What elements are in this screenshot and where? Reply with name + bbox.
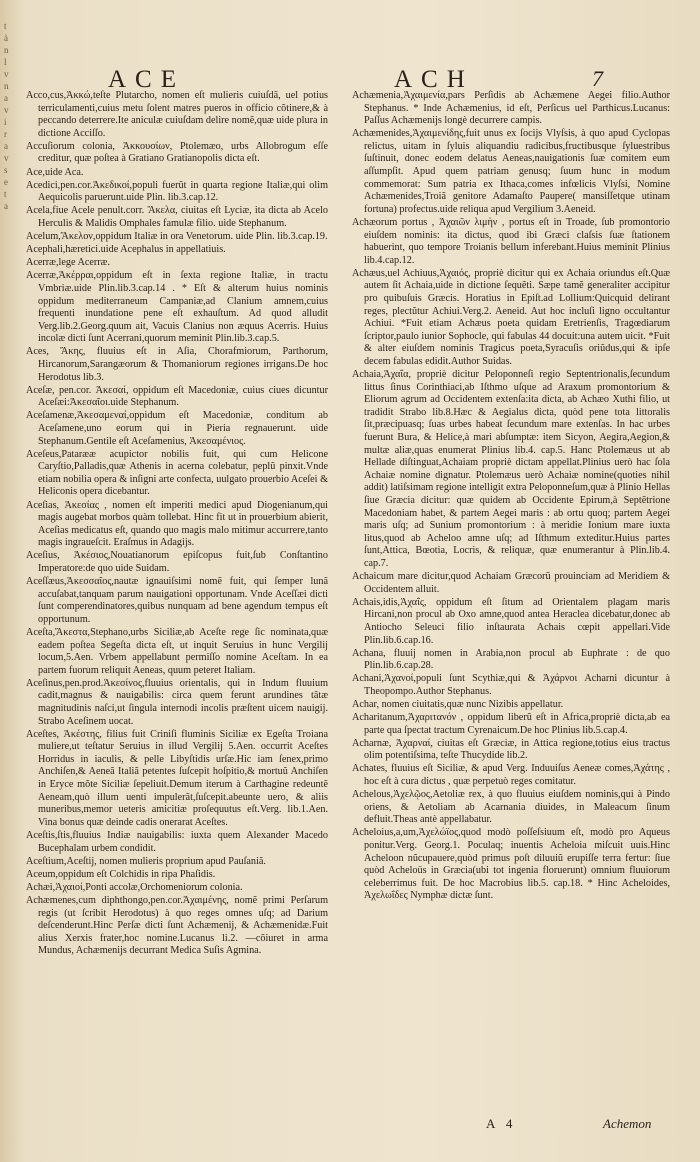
header-right: ACH (394, 66, 474, 93)
dictionary-entry: Achæus,uel Achiuus,Ἀχαιός, propriè dicitur qui ex Achaia oriundus eſt.Quæ autem ſit Achaia,uide in dictione ſequẽti. Sæpe tamẽ generaliter accipitur pro quibuſuis Græcis. Horatius in Epiſt.ad Lollium:Quicquid delirant reges, plectũtur Achiui.Verg.2. Aeneid. Aut hoc incluſi ligno occultantur Achiui. *Fuit etiam Achæus poeta quidam Eretrienſis, Tragœdiarum ſcriptor,paulo iunior Sophocle, qui fabulas 44 docuit:una autem uicit. *Fuit & alter eiuſdem nominis Tragicus poeta,Syracuſis oriũdus,qui & ipſe decem fabulas edidit.Author Suidas. (352, 267, 670, 367)
gutter-letter: a (4, 93, 8, 103)
dictionary-entry: Achæorum portus , Ἀχαιῶν λιμὴν , portus eſt in Troade, ſub promontorio eiuſdem nominis: ita dictus, quod ibi Græci claſsis ſuæ ſtationem habuerint, quo tempore Troianis bellum inferebant.Huius meminit Plinius lib.4.cap.12. (352, 216, 670, 266)
gutter-letter: l (4, 57, 7, 67)
dictionary-entry: Acharnæ, Ἀχαρναί, ciuitas eſt Græciæ, in Attica regione,totius eius tractus olim potentiſsima, teſte Thucydide lib.2. (352, 737, 670, 762)
dictionary-entry: Achar, nomen ciuitatis,quæ nunc Nizibis appellatur. (352, 699, 564, 710)
catchword: Achemon (603, 1116, 652, 1131)
gutter-letter: s (4, 165, 8, 175)
dictionary-entry: Achæmenes,cum diphthongo,pen.cor.Ἀχαιμένης, nomẽ primi Perſarum regis (ut ſcribit Herodotus) à quo reges omnes uſq; ad Darium deſcenderunt.Hinc Perſæ dicti ſunt Achæmenij, & Achæmenidæ.Fuit alius Xerxis frater,hoc nomine.Lucanus li.2. —cõiuret in arma Mundus, Achæmenijs decurrant Medica Suſis Agmina. (26, 894, 328, 957)
gutter-letter: i (4, 117, 7, 127)
gutter-letter: n (4, 45, 9, 55)
dictionary-entry: Aceſtis,ſtis,fluuius Indiæ nauigabilis: iuxta quem Alexander Macedo Bucephalam urbem condidit. (26, 829, 328, 854)
dictionary-entry: Achæi,Ἀχαιοί,Ponti accolæ,Orchomeniorum colonia. (26, 881, 243, 893)
dictionary-entry: Achelous,Ἀχελῷος,Aetoliæ rex, à quo fluuius eiuſdem nominis,qui à Pindo oriens, & Aetoliam ab Acarnania diuides, in Maleacum ſinum defluit.Theas antè appellabatur. (352, 789, 670, 826)
dictionary-entry: Acharitanum,Ἀχαριτανόν , oppidum liberũ eſt in Africa,propriè dicta,ab ea parte qua ſpectat tractum Cyrenaicum.De hoc Plinius lib.5.cap.4. (352, 712, 670, 736)
dictionary-entry: Aceſtium,Aceſtij, nomen mulieris proprium apud Pauſaniã. (26, 855, 266, 867)
dictionary-entry: Aceſamenæ,Ἀκεσαμεναί,oppidum eſt Macedoniæ, conditum ab Aceſamene,uno eorum qui in Pieria regnauerunt. uide Stephanum.Gentile eſt Aceſamenius, Ἀκεσαμένιος. (26, 410, 328, 447)
dictionary-entry: Acerræ,lege Acerræ. (26, 257, 111, 269)
dictionary-entry: Acheloius,a,um,Ἀχελώϊος,quod modò poſſeſsiuum eſt, modò pro Aqueus ponitur.Verg. Georg.1. Poculaq; inuentis Acheloia miſcuit uuis.Hinc Acheloon nũcupauere,quòd primus poſt diluuiũ erupiſſe terra fertur: ſiue quòd Acheloüs in Græcia(ubi tot ingenia floruerunt) omnium fluuiorum celeberrimus fuit. De hoc Macrobius lib.5. cap.18. * Hinc Acheloides, Ἀχελωΐδες Nymphæ dictæ ſunt. (352, 827, 670, 902)
dictionary-entry: Aceum,oppidum eſt Colchidis in ripa Phaſidis. (26, 868, 216, 880)
dictionary-entry: Acerræ,Ἀκέρραι,oppidum eſt in ſexta regione Italiæ, in tractu Vmbriæ.uide Plin.lib.3.cap.14 . * Eſt & alterum huius nominis oppidum mediterraneum Campaniæ,ad Clanium amnem,cuius frequenti inundatione pene eſt exhauſtum. Ad quod alludit Verg.lib.2.Georg.quum ait, Vacuis Clanius non æquus Acerris. Huius incolæ dicti ſunt Acerrani,quorum meminit Plin.lib.3.cap.5. (26, 270, 328, 345)
right-column (352, 90, 670, 1100)
dictionary-entry: Aceſtes, Ἀκέστης, filius fuit Criniſi fluminis Siciliæ ex Egeſta Troiana muliere,ut teſtatur Seruius in illud Vergilij 5.Aen. occurrit Aceſtes Horridus in iaculis, & pelle Libyſtidis urſæ.Hic iam ſenex,primo Anchiſen,& Aeneã Italiã petentes ſuſcepit hoſpitio,& mortuũ Anchiſen in Eryce mõte Siciliæ ſepeliuit.Demum iterum à Carthagine redeuntẽ Aeneam,quò illum uenti impulerãt,ſuſcepit.abeunte uero, & aliis muneribus,memor ueteris amicitiæ proſequutus eſt.Verg. lib.1.Aen. Vina bonus quæ deinde cadis onerarat Aceſtes. (26, 728, 328, 828)
gutter-letter: a (4, 141, 8, 151)
gutter-letter: t (4, 189, 7, 199)
left-column (26, 90, 328, 1100)
dictionary-entry: Achæmenides,Ἀχαιμενίδης,fuit unus ex ſocijs Vlyſsis, à quo apud Cyclopas relictus, uitam in ſyluis aliquandiu radicibus,fructibusque ſyluestribus ſuſtinuit, donec eodem delatus Aeneas,nauigationis ſuæ comitem eum aſſumpſit. Apud quem patriam genusq; ſuum hunc in modum commemorat: Sum patria ex Ithaca,comes infœlicis Vlyſsi, Nomine Achæmenides,Troiã genitore Adamaſto Paupere( mansiſſetque utinam fortuna) profectus.uide reliqua apud Vergilium 3.Aeneid. (352, 128, 670, 215)
dictionary-entry: Achates, fluuius eſt Siciliæ, & apud Verg. Induuiſus Aeneæ comes,Ἀχάτης , hoc eſt à cura dictus , quæ perpetuò reges comitatur. (352, 763, 670, 788)
dictionary-entry: Aces, Ἄκης, fluuius eſt in Aſia, Chorafmiorum, Parthorum, Hircanorum,Sarangæorum & Thomaniorum regiones irrigans.De hoc Herodotus lib.3. (26, 346, 328, 383)
signature-mark: A 4 (486, 1116, 517, 1131)
dictionary-entry: Ace,uide Aca. (26, 166, 84, 178)
dictionary-entry: Acephali,hæretici.uide Acephalus in appellatiuis. (26, 244, 226, 256)
dictionary-entry: Aceſæ, pen.cor. Ἀκεσαί, oppidum eſt Macedoniæ, cuius ciues dicuntur Aceſæi:Ἀκεσαῖοι.uide Stephanum. (26, 384, 328, 409)
dictionary-entry: Acedici,pen.cor.Ἀκεδικοί,populi fuerũt in quarta regione Italiæ,qui olim Aequicolis paruerunt.uide Plin. lib.3.cap.12. (26, 179, 328, 204)
dictionary-entry: Achais,idis,Ἀχαΐς, oppidum eſt ſitum ad Orientalem plagam maris Hircani,non procul ab Oxo amne,quod antea Heraclea dicebatur,donec ab Antiocho Seleuci filio inſtaurata Achais cœpit appellari.Vide Plin.lib.6.cap.16. (352, 596, 670, 646)
gutter-letter: v (4, 153, 9, 163)
dictionary-entry: Achani,Ἀχανοί,populi ſunt Scythiæ,qui & Ἀχάρνοι Acharni dicuntur à Theopompo.Author Stephanus. (352, 673, 670, 697)
dictionary-entry: Acco,cus,Ἀκκώ,teſte Plutarcho, nomen eſt mulieris cuiuſdã, uel potius terriculamenti,cuius metu ſolent matres pueros in officio cõtinere,& à peccando deterrere.Ite aniculæ cuiuſdam delire nomẽ,quæ uide plura in dictione Acciſſo. (26, 90, 328, 139)
gutter-letter: t (4, 21, 7, 31)
dictionary-entry: Aceſius, Ἀκέσιος,Nouatianorum epiſcopus fuit,ſub Conſtantino Imperatore:de quo uide Suidam. (26, 550, 328, 574)
dictionary-entry: Acela,fiue Acele penult.corr. Ἄκελα, ciuitas eſt Lyciæ, ita dicta ab Acelo Herculis & Malidis Omphales famulæ filio. uide Stephanum. (26, 205, 328, 229)
dictionary-entry: Aceſeus,Patarææ acupictor nobilis fuit, qui cum Helicone Caryſtio,Palladis,quæ Athenis in acerna colebatur, peplũ pinxit.Vnde etiam nobilia opera & inſigni arte confecta, uulgato prouerbio Aceſei & Heliconis opera dicebantur. (26, 448, 328, 498)
gutter-bleed-text (4, 20, 22, 212)
two-column-body (26, 90, 681, 1100)
dictionary-entry: Achaia,Ἀχαΐα, propriè dicitur Peloponneſi regio Septentrionalis,ſecundum littus ſinus Corinthiaci,ab Iſthmo uſque ad Araxum promontorium & Eliorum agrum ad Occidentem extenſa:ita dicta, ab Achæo Xuthi filio, ut tradidit Strabo lib.8.Hæc & Aegialus dicta, quòd pene tota littoralis ſit,præcipuasq; ſuas urbes habeat ſecundum mare extenſas. In hac urbes fuerunt Bura, & Helice,à mari abſumptæ: item Sicyon, Aegira,Aegion,& multæ aliæ,quas enumerat Plinius lib.4. cap.5. Hanc Ptolemæus ut ab Hellade diſtinguat,Achaiam propriè dictam appellat.Plinius uerò hac ſola Achaiæ nomine dignatur. Ptolemæus uerò Achaiæ nomine(quoties nihil addit) latiſsimam regione intelligit extra Peloponneſum,quæ à Plinio Hellas ſiue Græcia dicitur: quæ quidem ab Occidente Epirum,à Septẽtrione Macedoniam habet, & partem Aegei maris : ab ortu quoq; partem Aegei maris uſq; ad Sunium promontorium : à meridie Ionium mare iuxta litus,quod ab Acheloo amne uſq; ad Iſthmum exteditur.Huius partes ſunt,Attica, Bœotia, Locris, & reliquæ, quæ enumerantur à Plin.lib.4. cap.7. (352, 369, 670, 569)
dictionary-entry: Aceſſæus,Ἀκεσσαῖος,nautæ ignauiſsimi nomẽ fuit, qui ſemper lunã accuſabat,tanquam parum nauigationi opportunam. Vnde Aceſſæi dicti ſunt comperendinatores,quibus nunquam ad bene agendum tempus eſt opportunum. (26, 576, 328, 625)
gutter-letter: à (4, 33, 8, 43)
dictionary-entry: Aceſinus,pen.prod.Ἀκεσίνος,fluuius orientalis, qui in Indum fluuium cadit,magnus & nauigabilis: circa quem ferunt arundines tãtæ magnitudinis naſci,ut ſingula internodi incolis præſtent uicem nauigij. Strabo Aceſinem uocat. (26, 677, 328, 727)
dictionary-entry: Acelum,Ἄκελον,oppidum Italiæ in ora Venetorum. uide Plin. lib.3.cap.19. (26, 231, 328, 243)
page-footer (0, 1116, 700, 1136)
gutter-letter: v (4, 69, 9, 79)
gutter-letter: v (4, 105, 9, 115)
header-left: ACE (108, 66, 185, 93)
dictionary-entry: Accuſiorum colonia, Ἀκκουσίων, Ptolemæo, urbs Allobrogum eſſe creditur, quæ poſtea à Gratiano Gratianopolis dicta eſt. (26, 140, 328, 165)
dictionary-entry: Aceſta,Ἄκεστα,Stephano,urbs Siciliæ,ab Aceſte rege ſic nominata,quæ eadem poſtea Segeſta dicta eſt, ut inquit Seruius in hunc Vergilij locum,5.Aen. Vrbem appellabunt permiſſo nomine Aceſtam. In ea partem fuorum reliquit Aeneas, quum peteret Italiam. (26, 626, 328, 676)
gutter-letter: e (4, 177, 8, 187)
dictionary-entry: Achæmenia,Ἀχαιμενία,pars Perſidis ab Achæmene Aegei filio.Author Stephanus. * Inde Achæmenius, id eſt, Perſicus uel Parthicus.Lucanus: Paſſus Achæmenijs longè decurrere campis. (352, 90, 670, 127)
dictionary-entry: Achaicum mare dicitur,quod Achaiam Græcorũ prouinciam ad Meridiem & Occidentem alluit. (352, 571, 670, 595)
dictionary-entry: Aceſias, Ἀκεσίας , nomen eſt imperiti medici apud Diogenianum,qui magis augebat morbos quàm tollebat. Hinc fit ut in prouerbium abierit, Aceſias medicatus eſt, quando quo magis malo mitimur accurrere,tanto magis ingraueſcit. Eraſmus in Adagijs. (26, 499, 328, 549)
gutter-letter: n (4, 81, 9, 91)
page-number: 7 (592, 66, 612, 91)
dictionary-entry: Achana, fluuij nomen in Arabia,non procul ab Euphrate : de quo Plin.lib.6.cap.28. (352, 647, 670, 672)
gutter-letter: a (4, 201, 8, 211)
gutter-letter: r (4, 129, 7, 139)
